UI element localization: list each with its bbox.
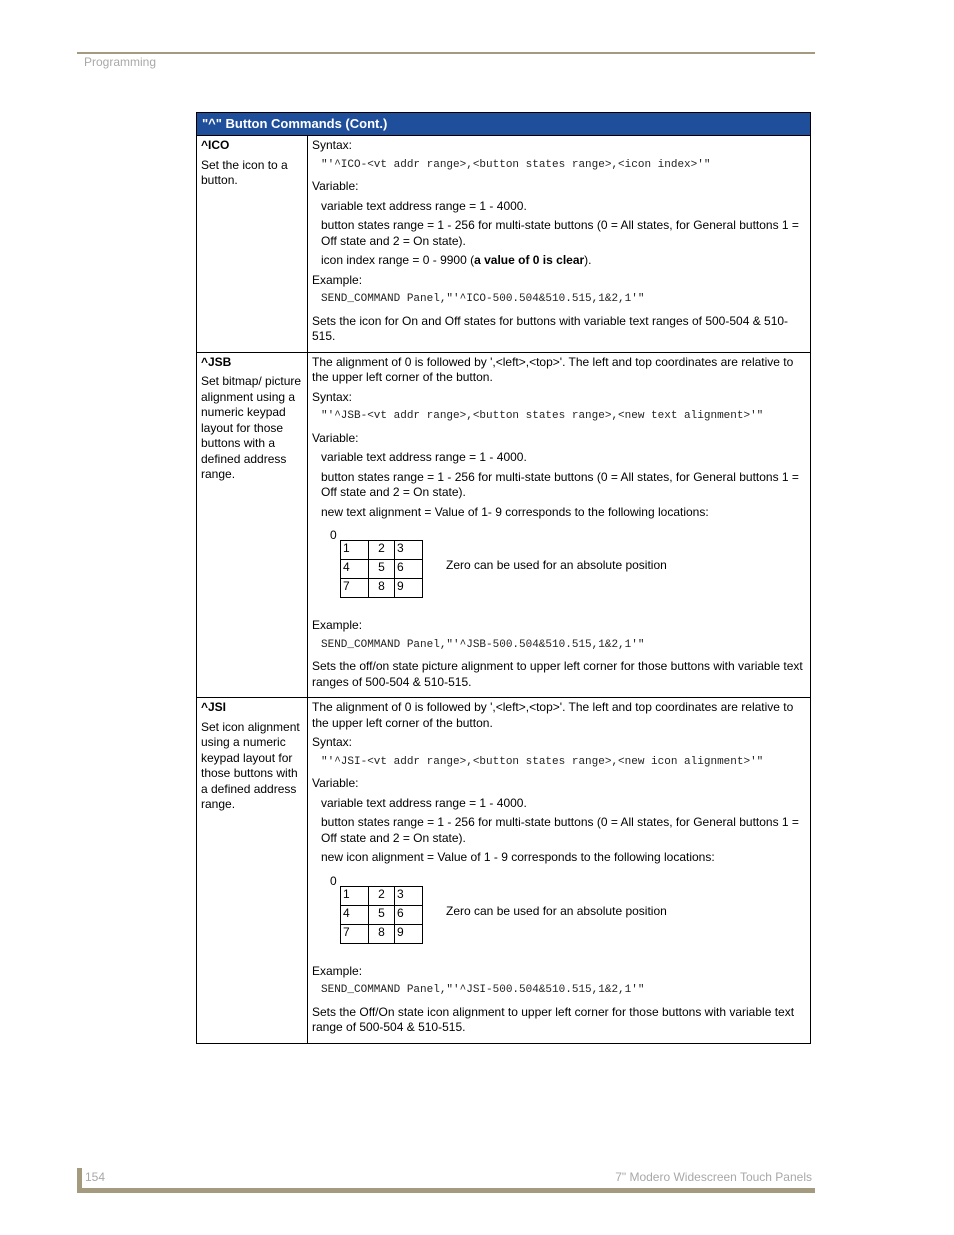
header-rule <box>77 52 815 54</box>
syntax-label: Syntax: <box>312 138 353 152</box>
keypad-cell: 7 <box>341 579 369 598</box>
keypad-cell: 3 <box>395 886 423 905</box>
variable-line: variable text address range = 1 - 4000. <box>321 795 527 810</box>
keypad-cell: 8 <box>369 924 395 943</box>
command-summary: Set the icon to a button. <box>201 157 288 187</box>
command-name: ^JSB <box>201 354 232 369</box>
variable-line: variable text address range = 1 - 4000. <box>321 450 527 464</box>
variable-line <box>312 253 806 269</box>
keypad-grid <box>340 886 423 944</box>
example-label: Example: <box>312 272 363 287</box>
keypad-zero-label: 0 <box>330 873 337 888</box>
variable-label: Variable: <box>312 776 359 790</box>
table-row <box>197 136 811 353</box>
keypad-cell: 8 <box>369 579 395 598</box>
keypad-cell: 4 <box>341 560 369 579</box>
description-cell <box>308 136 811 353</box>
keypad-cell: 9 <box>395 924 423 943</box>
command-summary: Set bitmap/ picture alignment using a numeric keypad layout for those buttons with a defined address range. <box>201 374 302 481</box>
example-code: SEND_COMMAND Panel,"'^JSI-500.504&510.515,1&2,1'" <box>321 984 645 996</box>
table-row <box>197 352 811 698</box>
result-text: Sets the Off/On state icon alignment to upper left corner for those buttons with variable text range of 500-504 & 510-515. <box>312 1004 795 1034</box>
footer-rule <box>77 1188 815 1193</box>
keypad-cell: 6 <box>395 905 423 924</box>
syntax-code: "'^ICO-<vt addr range>,<button states range>,<icon index>'" <box>321 158 711 171</box>
variable-line: new text alignment = Value of 1- 9 corresponds to the following locations: <box>321 504 709 519</box>
example-label: Example: <box>312 963 363 978</box>
syntax-label: Syntax: <box>312 389 353 404</box>
intro-text: The alignment of 0 is followed by ',<left>,<top>'. The left and top coordinates are relative to the upper left corner of the button. <box>312 700 794 730</box>
command-cell <box>197 352 308 698</box>
keypad-note: Zero can be used for an absolute position <box>446 903 667 918</box>
keypad-cell: 5 <box>369 905 395 924</box>
keypad-cell: 2 <box>369 541 395 560</box>
command-summary: Set icon alignment using a numeric keypad layout for those buttons with a defined address range. <box>201 719 300 811</box>
table-title: "^" Button Commands (Cont.) <box>197 113 811 136</box>
page-number: 154 <box>85 1170 106 1184</box>
description-cell <box>308 352 811 698</box>
keypad-cell: 1 <box>341 541 369 560</box>
intro-text: The alignment of 0 is followed by ',<left>,<top>'. The left and top coordinates are relative to the upper left corner of the button. <box>312 354 794 384</box>
example-label: Example: <box>312 618 363 632</box>
keypad-cell: 7 <box>341 924 369 943</box>
syntax-code: "'^JSI-<vt addr range>,<button states range>,<new icon alignment>'" <box>321 755 764 768</box>
keypad-zero-label: 0 <box>330 528 337 542</box>
variable-line: new icon alignment = Value of 1 - 9 corresponds to the following locations: <box>321 850 715 864</box>
keypad-cell: 6 <box>395 560 423 579</box>
variable-label: Variable: <box>312 430 359 445</box>
description-cell <box>308 698 811 1044</box>
keypad-cell: 4 <box>341 905 369 924</box>
variable-text: icon index range = 0 - 9900 ( <box>321 253 475 267</box>
keypad-note: Zero can be used for an absolute position <box>446 558 667 572</box>
syntax-code: "'^JSB-<vt addr range>,<button states range>,<new text alignment>'" <box>321 410 764 422</box>
table-row <box>197 698 811 1044</box>
variable-emphasis: a value of 0 is clear <box>474 253 585 267</box>
keypad-cell: 5 <box>369 560 395 579</box>
example-code: SEND_COMMAND Panel,"'^JSB-500.504&510.515,1&2,1'" <box>321 638 645 651</box>
keypad-cell: 9 <box>395 579 423 598</box>
example-code: SEND_COMMAND Panel,"'^ICO-500.504&510.515,1&2,1'" <box>321 293 645 305</box>
keypad-diagram <box>312 872 806 964</box>
button-commands-table <box>196 112 811 1044</box>
command-name: ^ICO <box>201 138 230 152</box>
variable-text: ). <box>584 253 592 267</box>
result-text: Sets the off/on state picture alignment to upper left corner for those buttons with variable text ranges of 500-504 & 510-515. <box>312 659 803 689</box>
command-cell <box>197 698 308 1044</box>
keypad-grid <box>340 540 423 598</box>
result-text: Sets the icon for On and Off states for buttons with variable text ranges of 500-504 & 510-515. <box>312 313 789 343</box>
variable-label: Variable: <box>312 179 359 193</box>
table-header-row <box>197 113 811 136</box>
command-name: ^JSI <box>201 700 227 714</box>
section-header: Programming <box>84 55 157 69</box>
keypad-diagram <box>312 526 806 618</box>
variable-line: button states range = 1 - 256 for multi-state buttons (0 = All states, for General buttons 1 = Off state and 2 = On state). <box>321 218 799 248</box>
keypad-cell: 2 <box>369 886 395 905</box>
variable-line: button states range = 1 - 256 for multi-state buttons (0 = All states, for General buttons 1 = Off state and 2 = On state). <box>321 815 799 845</box>
syntax-label: Syntax: <box>312 735 353 749</box>
document-title: 7" Modero Widescreen Touch Panels <box>615 1170 812 1184</box>
keypad-cell: 3 <box>395 541 423 560</box>
keypad-cell: 1 <box>341 886 369 905</box>
command-cell <box>197 136 308 353</box>
variable-line: variable text address range = 1 - 4000. <box>321 198 527 213</box>
variable-line: button states range = 1 - 256 for multi-state buttons (0 = All states, for General buttons 1 = Off state and 2 = On state). <box>321 469 799 499</box>
